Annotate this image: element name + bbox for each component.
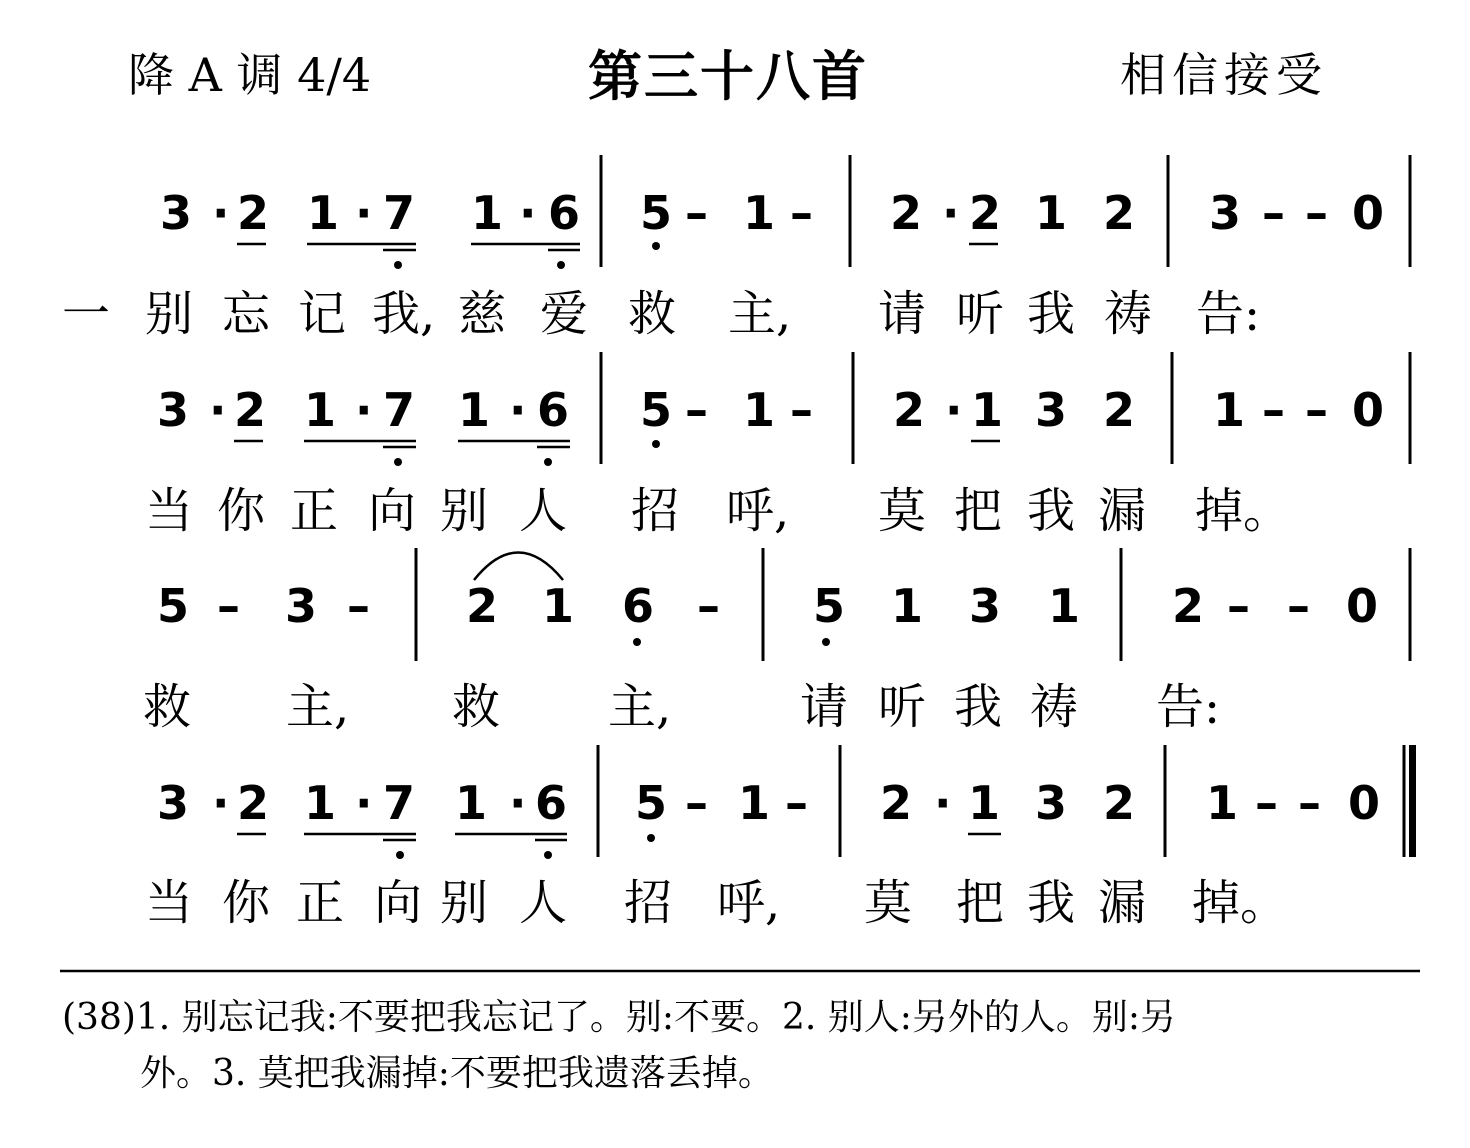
note: 5 (157, 579, 190, 633)
lyric-syllable: 我 (954, 679, 1003, 735)
dash-extend: – (685, 186, 708, 240)
lyric-syllable: 请 (800, 679, 849, 735)
key-time-signature: 降 A 调 4/4 (128, 48, 372, 102)
note: 1 (968, 776, 1001, 830)
final-bar-line (1409, 745, 1416, 857)
lyric-syllable: 听 (956, 286, 1005, 342)
note: 6 (548, 186, 581, 240)
note: 1 (891, 579, 924, 633)
lyric-syllable: 救 (452, 679, 501, 735)
note: 2 (969, 186, 1002, 240)
note: 2 (890, 186, 923, 240)
lyric-syllable: 主, (608, 679, 672, 735)
lyric-syllable: 别 (145, 286, 194, 342)
dash-extend: – (1262, 186, 1285, 240)
note: 3 (285, 579, 318, 633)
dot-augment: · (509, 383, 527, 437)
dash-extend: – (1298, 776, 1321, 830)
dash-extend: – (1255, 776, 1278, 830)
dash-extend: – (790, 383, 813, 437)
note: 1 (1035, 186, 1068, 240)
lyric-syllable: 我 (1027, 483, 1076, 539)
note: 2 (1103, 776, 1136, 830)
note: 5 (640, 186, 673, 240)
dash-extend: – (790, 186, 813, 240)
note: 7 (383, 383, 416, 437)
lyric-syllable: 一 (62, 286, 111, 342)
note: 2 (237, 776, 270, 830)
lyric-syllable: 当 (145, 483, 194, 539)
note: 0 (1346, 579, 1379, 633)
note: 6 (537, 383, 570, 437)
note: 1 (1213, 383, 1246, 437)
note: 2 (234, 383, 267, 437)
lyric-syllable: 告: (1196, 286, 1261, 342)
dash-extend: – (217, 579, 240, 633)
slur (474, 553, 563, 581)
lyric-syllable: 正 (296, 875, 345, 931)
note: 2 (237, 186, 270, 240)
lyric-syllable: 别 (440, 483, 489, 539)
dash-extend: – (685, 383, 708, 437)
dot-augment: · (945, 383, 963, 437)
note: 5 (635, 776, 668, 830)
note: 5 (640, 383, 673, 437)
note: 1 (743, 186, 776, 240)
footnote-line-2: 外。3. 莫把我漏掉:不要把我遗落丢掉。 (140, 1053, 774, 1094)
lyric-syllable: 正 (290, 483, 339, 539)
page-title: 第三十八首 (588, 45, 868, 108)
note: 3 (160, 186, 193, 240)
lyric-syllable: 人 (519, 483, 568, 539)
lyric-syllable: 慈 (458, 286, 507, 342)
lyric-syllable: 招 (631, 483, 680, 539)
lyric-syllable: 把 (954, 483, 1003, 539)
lyric-syllable: 主, (286, 679, 350, 735)
lyric-syllable: 我, (372, 286, 436, 342)
note: 6 (535, 776, 568, 830)
note: 2 (893, 383, 926, 437)
note: 1 (307, 186, 340, 240)
note: 1 (1206, 776, 1239, 830)
note: 1 (542, 579, 575, 633)
note: 1 (471, 186, 504, 240)
lyric-syllable: 呼, (717, 875, 781, 931)
lyric-syllable: 请 (878, 286, 927, 342)
lyric-syllable: 别 (440, 875, 489, 931)
note: 7 (383, 776, 416, 830)
lyric-syllable: 把 (956, 875, 1005, 931)
note: 3 (157, 383, 190, 437)
lyric-syllable: 告: (1156, 679, 1221, 735)
lyric-syllable: 祷 (1104, 286, 1153, 342)
dot-augment: · (355, 383, 373, 437)
dot-augment: · (509, 776, 527, 830)
footnote-line-1: (38)1. 别忘记我:不要把我忘记了。别:不要。2. 别人:另外的人。别:另 (62, 997, 1176, 1038)
lyric-syllable: 忘 (222, 286, 271, 342)
note: 7 (383, 186, 416, 240)
note: 1 (1048, 579, 1081, 633)
dash-extend: – (1305, 383, 1328, 437)
lyric-syllable: 救 (628, 286, 677, 342)
lyric-syllable: 我 (1027, 875, 1076, 931)
lyric-syllable: 人 (519, 875, 568, 931)
note: 6 (622, 579, 655, 633)
note: 1 (971, 383, 1004, 437)
dash-extend: – (1287, 579, 1310, 633)
lyric-syllable: 记 (298, 286, 347, 342)
dot-augment: · (212, 186, 230, 240)
note: 3 (1035, 383, 1068, 437)
dot-augment: · (519, 186, 537, 240)
dash-extend: – (685, 776, 708, 830)
note: 3 (157, 776, 190, 830)
note: 0 (1348, 776, 1381, 830)
lyric-syllable: 漏 (1098, 483, 1147, 539)
lyric-syllable: 向 (368, 483, 417, 539)
lyric-syllable: 我 (1027, 286, 1076, 342)
lyric-syllable: 爱 (540, 286, 589, 342)
dot-augment: · (355, 776, 373, 830)
note: 2 (1103, 383, 1136, 437)
dot-augment: · (209, 383, 227, 437)
note: 2 (1103, 186, 1136, 240)
dot-augment: · (355, 186, 373, 240)
dash-extend: – (1227, 579, 1250, 633)
note: 0 (1352, 186, 1385, 240)
lyric-syllable: 主, (728, 286, 792, 342)
dot-augment: · (212, 776, 230, 830)
lyric-syllable: 祷 (1030, 679, 1079, 735)
lyric-syllable: 你 (222, 875, 271, 931)
lyric-syllable: 掉。 (1192, 875, 1289, 931)
lyric-syllable: 你 (217, 483, 266, 539)
note: 1 (455, 776, 488, 830)
lyric-syllable: 招 (624, 875, 673, 931)
lyric-syllable: 莫 (864, 875, 913, 931)
lyric-syllable: 听 (878, 679, 927, 735)
lyric-syllable: 莫 (878, 483, 927, 539)
lyric-syllable: 呼, (726, 483, 790, 539)
note: 2 (1172, 579, 1205, 633)
note: 3 (1035, 776, 1068, 830)
note: 1 (304, 776, 337, 830)
dash-extend: – (785, 776, 808, 830)
note: 2 (880, 776, 913, 830)
lyric-syllable: 当 (145, 875, 194, 931)
lyric-syllable: 救 (143, 679, 192, 735)
dash-extend: – (1262, 383, 1285, 437)
note: 2 (466, 579, 499, 633)
note: 3 (969, 579, 1002, 633)
lyric-syllable: 掉。 (1195, 483, 1292, 539)
dash-extend: – (347, 579, 370, 633)
note: 1 (304, 383, 337, 437)
note: 1 (738, 776, 771, 830)
note: 3 (1209, 186, 1242, 240)
note: 5 (813, 579, 846, 633)
note: 1 (743, 383, 776, 437)
dash-extend: – (1305, 186, 1328, 240)
lyric-syllable: 漏 (1098, 875, 1147, 931)
dot-augment: · (942, 186, 960, 240)
dot-augment: · (934, 776, 952, 830)
hymn-subtitle: 相信接受 (1120, 48, 1328, 102)
dash-extend: – (697, 579, 720, 633)
note: 1 (458, 383, 491, 437)
note: 0 (1352, 383, 1385, 437)
lyric-syllable: 向 (374, 875, 423, 931)
